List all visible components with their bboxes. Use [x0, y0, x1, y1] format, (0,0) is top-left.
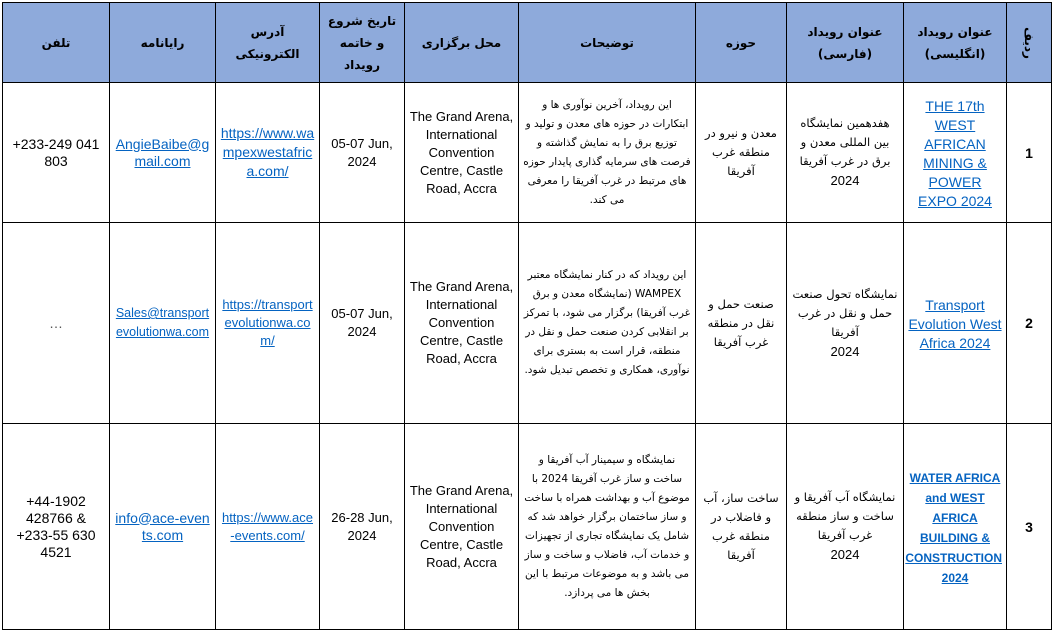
event-description: نمایشگاه و سیمینار آب آفریقا و ساخت و ساز غرب آفریقا 2024 با موضوع آب و بهداشت همراه با ساخت و ساز ساختمان برگزار خواهد شد که شامل یک نمایشگاه تجاری از تجهیزات و خدمات آب، فاضلاب و ساخت و ساز می باشد و به موضوعات مرتبط با این بخش ها می پردازد.: [519, 424, 696, 630]
event-title-fa-text: نمایشگاه آب آفریقا و ساخت و ساز منطقه غرب آفریقا: [794, 490, 896, 542]
email-link[interactable]: info@ace-events.com: [115, 509, 210, 543]
table-row: [3, 83, 1052, 223]
event-dates: 26-28 Jun, 2024: [320, 424, 405, 630]
header-description: توضیحات: [519, 3, 696, 83]
header-row-number: ردیف: [1007, 3, 1052, 83]
event-title-en: [904, 424, 1007, 630]
event-title-en: [904, 83, 1007, 223]
event-title-fa-year: 2024: [830, 343, 860, 359]
event-domain: معدن و نیرو در منطقه غرب آفریقا: [696, 83, 787, 223]
event-dates: 05-07 Jun, 2024: [320, 223, 405, 424]
events-table: [2, 2, 1052, 630]
event-description: این رویداد، آخرین نوآوری ها و ابتکارات در حوزه های معدن و تولید و توزیع برق را به نمایش گذاشته و فرصت های سرمایه گذاری پایدار حوزه های مرتبط در غرب آفریقا را معرفی می کند.: [519, 83, 696, 223]
event-domain: صنعت حمل و نقل در منطقه غرب آفریقا: [696, 223, 787, 424]
website-link[interactable]: https://www.wampexwestafrica.com/: [220, 125, 315, 179]
event-title-fa-text: هفدهمین نمایشگاه بین المللی معدن و برق در غرب آفریقا: [799, 116, 891, 168]
email-link[interactable]: AngieBaibe@gmail.com: [115, 135, 210, 169]
event-title-link[interactable]: WATER AFRICA and WEST AFRICA BUILDING & CONSTRUCTION 2024: [905, 470, 1002, 585]
event-website: [216, 83, 320, 223]
website-link[interactable]: https://transportevolutionwa.com/: [222, 297, 313, 348]
event-phone: …: [3, 223, 110, 424]
event-venue: The Grand Arena, International Convention Centre, Castle Road, Accra: [405, 83, 519, 223]
header-title-fa: عنوان رویداد (فارسی): [787, 3, 904, 83]
event-venue: The Grand Arena, International Convention Centre, Castle Road, Accra: [405, 424, 519, 630]
header-website: آدرس الکترونیکی: [216, 3, 320, 83]
event-title-fa-text: نمایشگاه تحول صنعت حمل و نقل در غرب آفریقا: [792, 286, 898, 339]
website-link[interactable]: https://www.ace-events.com/: [221, 509, 314, 543]
header-title-en: عنوان رویداد (انگلیسی): [904, 3, 1007, 83]
header-dates: تاریخ شروع و خاتمه رویداد: [320, 3, 405, 83]
event-title-fa-year: 2024: [830, 173, 860, 188]
event-phone: +44-1902 428766 & +233-55 630 4521: [3, 424, 110, 630]
event-title-link[interactable]: Transport Evolution West Africa 2024: [908, 296, 1002, 351]
header-venue: محل برگزاری: [405, 3, 519, 83]
event-dates: 05-07 Jun, 2024: [320, 83, 405, 223]
event-venue: The Grand Arena, International Convention Centre, Castle Road, Accra: [405, 223, 519, 424]
event-title-fa: [787, 223, 904, 424]
event-phone: +233-249 041 803: [3, 83, 110, 223]
event-description: این رویداد که در کنار نمایشگاه معتبر WAMPEX (نمایشگاه معدن و برق غرب آفریقا) برگزار می شود، با تمرکز بر انقلابی کردن صنعت حمل و نقل در منطقه، قرار است به بستری برای نوآوری، همکاری و تخصص تبدیل شود.: [519, 223, 696, 424]
event-title-fa: [787, 424, 904, 630]
event-email: [110, 223, 216, 424]
event-title-fa-year: 2024: [830, 547, 860, 562]
header-email: رایانامه: [110, 3, 216, 83]
email-link[interactable]: Sales@transportevolutionwa.com: [115, 306, 210, 339]
table-row: [3, 223, 1052, 424]
event-email: [110, 424, 216, 630]
event-website: [216, 424, 320, 630]
table-row: [3, 424, 1052, 630]
event-email: [110, 83, 216, 223]
row-number: 3: [1007, 424, 1052, 630]
event-title-link[interactable]: THE 17th WEST AFRICAN MINING & POWER EXPO 2024: [918, 97, 992, 209]
header-row: [3, 3, 1052, 83]
row-number: 2: [1007, 223, 1052, 424]
event-domain: ساخت ساز، آب و فاضلاب در منطقه غرب آفریقا: [696, 424, 787, 630]
event-title-en: [904, 223, 1007, 424]
header-phone: تلفن: [3, 3, 110, 83]
row-number: 1: [1007, 83, 1052, 223]
header-domain: حوزه: [696, 3, 787, 83]
event-website: [216, 223, 320, 424]
event-title-fa: [787, 83, 904, 223]
